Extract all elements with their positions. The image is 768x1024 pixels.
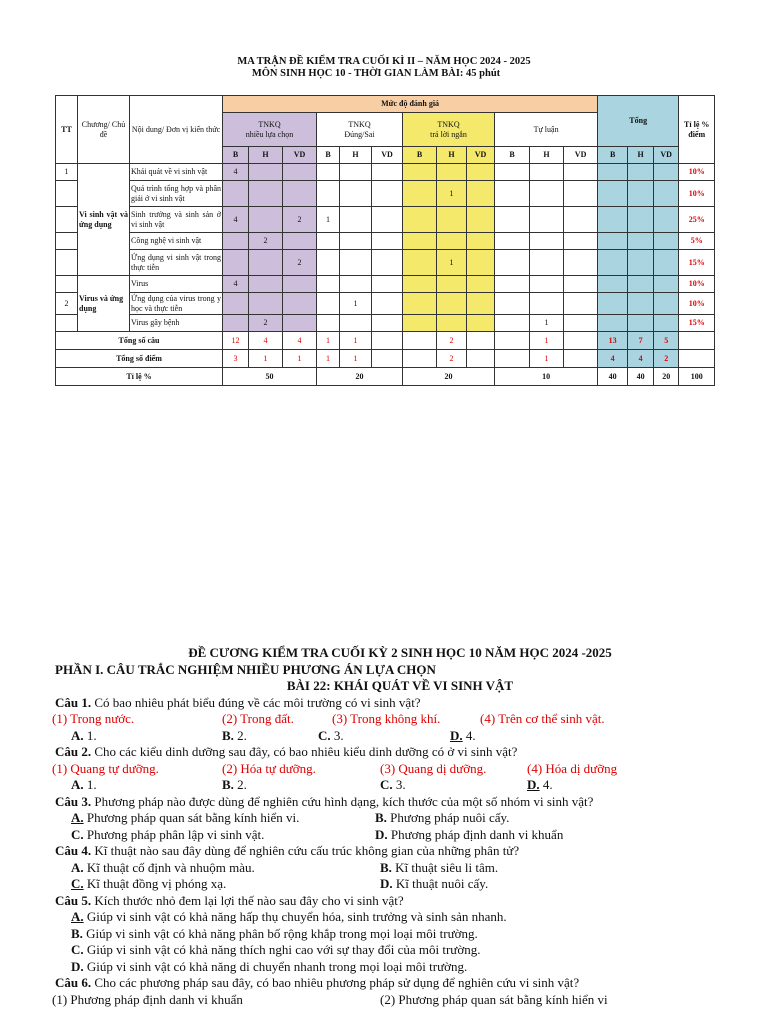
level-header-vd: VD — [564, 147, 598, 164]
q2-options: A. 1. B. 2. C. 3. D. 4. — [71, 777, 553, 792]
value-cell — [467, 164, 495, 181]
content-cell: Sinh trưởng và sinh sản ở vi sinh vật — [130, 207, 223, 233]
summary-cell: 1 — [249, 350, 283, 368]
value-cell — [530, 293, 564, 315]
value-cell — [372, 207, 403, 233]
content-cell: Ứng dụng của virus trong y học và thực tiễn — [131, 293, 221, 313]
table-row — [56, 315, 715, 332]
value-cell — [249, 164, 283, 181]
total-cell — [628, 293, 654, 315]
value-cell — [223, 250, 249, 276]
summary-cell — [564, 332, 598, 350]
value-cell — [437, 315, 467, 332]
total-cell — [628, 276, 654, 293]
level-header-h: H — [340, 147, 372, 164]
total-cell — [654, 315, 679, 332]
total-points-row — [56, 350, 715, 368]
total-cell — [654, 207, 679, 233]
value-cell — [340, 233, 372, 250]
header-mcq: TNKQ nhiều lựa chọn — [223, 113, 317, 147]
value-cell — [467, 207, 495, 233]
summary-cell: 1 — [317, 350, 340, 368]
value-cell — [403, 276, 437, 293]
value-cell — [317, 276, 340, 293]
content-cell: Ứng dụng vi sinh vật trong thực tiễn — [130, 250, 223, 276]
header-short-answer: TNKQ trả lời ngắn — [403, 113, 495, 147]
value-cell — [340, 315, 372, 332]
summary-cell — [495, 332, 530, 350]
content-cell: Quá trình tổng hợp và phân giải ở vi sinh vật — [130, 181, 223, 207]
q1-options: A. 1. B. 2. C. 3. D. 4. — [71, 727, 476, 743]
value-cell — [317, 293, 340, 315]
summary-total-cell: 4 — [598, 350, 628, 368]
value-cell — [317, 164, 340, 181]
value-cell — [283, 233, 317, 250]
value-cell — [283, 181, 317, 207]
value-cell — [467, 293, 495, 315]
total-cell — [598, 181, 628, 207]
level-header-vd: VD — [654, 147, 679, 164]
header-level: Mức độ đánh giá — [223, 96, 598, 113]
header-tt: TT — [56, 96, 78, 164]
ratio-total-cell: 40 — [628, 368, 654, 386]
summary-cell: 1 — [340, 332, 372, 350]
value-cell: 1 — [437, 250, 467, 276]
level-header-b: B — [495, 147, 530, 164]
summary-cell — [467, 350, 495, 368]
question-1: Câu 1. Có bao nhiêu phát biểu đúng về các môi trường có vi sinh vật? — [55, 694, 421, 710]
table-row — [56, 181, 715, 207]
value-cell — [403, 181, 437, 207]
value-cell — [564, 164, 598, 181]
value-cell — [317, 233, 340, 250]
value-cell — [564, 207, 598, 233]
value-cell — [564, 276, 598, 293]
content-cell: Virus gây bệnh — [130, 315, 223, 332]
value-cell: 2 — [283, 207, 317, 233]
total-cell — [598, 293, 628, 315]
value-cell — [530, 276, 564, 293]
value-cell — [249, 250, 283, 276]
table-row — [56, 207, 715, 233]
total-cell — [628, 250, 654, 276]
total-questions-row — [56, 332, 715, 350]
value-cell — [249, 207, 283, 233]
row-tt — [56, 250, 78, 276]
value-cell — [564, 315, 598, 332]
level-header-b: B — [598, 147, 628, 164]
total-cell — [654, 250, 679, 276]
value-cell — [403, 315, 437, 332]
table-row — [56, 233, 715, 250]
percent-cell: 5% — [679, 233, 715, 250]
content-cell: Công nghệ vi sinh vật — [130, 233, 223, 250]
q3-options-ab: A. Phương pháp quan sát bằng kính hiển vi. B. Phương pháp nuôi cấy. — [71, 810, 510, 825]
table-row — [56, 293, 715, 315]
value-cell — [223, 315, 249, 332]
value-cell — [317, 250, 340, 276]
total-cell — [654, 293, 679, 315]
summary-cell: 1 — [530, 350, 564, 368]
summary-cell: 4 — [249, 332, 283, 350]
ratio-cell: 50 — [223, 368, 317, 386]
level-header-b: B — [403, 147, 437, 164]
value-cell — [564, 250, 598, 276]
value-cell — [372, 250, 403, 276]
value-cell — [283, 164, 317, 181]
total-cell — [628, 233, 654, 250]
value-cell: 4 — [223, 207, 249, 233]
question-2: Câu 2. Cho các kiểu dinh dưỡng sau đây, có bao nhiêu kiểu dinh dưỡng có ở vi sinh vật? — [55, 744, 518, 759]
value-cell — [530, 181, 564, 207]
value-cell — [403, 207, 437, 233]
value-cell — [530, 250, 564, 276]
level-header-vd: VD — [283, 147, 317, 164]
q2-statements: (1) Quang tự dưỡng. (2) Hóa tự dưỡng. (3) Quang dị dưỡng. (4) Hóa dị dưỡng — [52, 760, 618, 776]
percent-cell: 25% — [679, 207, 715, 233]
value-cell — [467, 181, 495, 207]
q5-option-c: C. Giúp vi sinh vật có khả năng thích nghi cao với sự thay đổi của môi trường. — [71, 942, 481, 957]
value-cell — [372, 315, 403, 332]
total-cell — [598, 233, 628, 250]
value-cell — [530, 164, 564, 181]
percent-cell: 15% — [679, 250, 715, 276]
question-6: Câu 6. Cho các phương pháp sau đây, có bao nhiêu phương pháp sử dụng để nghiên cứu vi sinh vật? — [55, 975, 580, 990]
summary-total-cell: 5 — [654, 332, 679, 350]
value-cell — [372, 293, 403, 315]
content-cell: Virus — [130, 276, 223, 293]
question-3: Câu 3. Phương pháp nào được dùng để nghiên cứu hình dạng, kích thước của một số nhóm vi sinh vật? — [55, 793, 594, 809]
level-header-h: H — [530, 147, 564, 164]
q1-statements: (1) Trong nước. (2) Trong đất. (3) Trong không khí. (4) Trên cơ thể sinh vật. — [52, 711, 605, 726]
value-cell — [495, 207, 530, 233]
total-cell — [598, 250, 628, 276]
value-cell — [437, 164, 467, 181]
header-ratio: Tỉ lệ % điểm — [679, 96, 715, 164]
ratio-total-cell: 20 — [654, 368, 679, 386]
summary-cell: 1 — [340, 350, 372, 368]
value-cell — [340, 276, 372, 293]
row-tt — [56, 276, 78, 293]
q5-option-a: A. Giúp vi sinh vật có khả năng hấp thụ chuyển hóa, sinh trưởng và sinh sản nhanh. — [71, 909, 507, 924]
value-cell — [437, 276, 467, 293]
value-cell — [372, 181, 403, 207]
value-cell — [530, 233, 564, 250]
value-cell — [317, 315, 340, 332]
question-4: Câu 4. Kĩ thuật nào sau đây dùng để nghiên cứu cấu trúc không gian của những phân tử? — [55, 843, 520, 858]
ratio-cell: 20 — [317, 368, 403, 386]
value-cell — [437, 233, 467, 250]
ratio-total-cell: 40 — [598, 368, 628, 386]
table-row — [56, 164, 715, 181]
header-truefalse: TNKQ Đúng/Sai — [317, 113, 403, 147]
q5-option-d: D. Giúp vi sinh vật có khả năng di chuyển nhanh trong mọi loại môi trường. — [71, 958, 468, 974]
total-cell — [654, 181, 679, 207]
value-cell — [283, 276, 317, 293]
assessment-matrix-table — [55, 95, 715, 386]
value-cell: 2 — [249, 233, 283, 250]
value-cell — [495, 276, 530, 293]
value-cell — [495, 164, 530, 181]
total-cell — [628, 164, 654, 181]
value-cell — [283, 293, 317, 315]
value-cell — [495, 293, 530, 315]
percent-cell: 10% — [679, 164, 715, 181]
value-cell — [403, 293, 437, 315]
review-outline — [52, 645, 745, 1008]
summary-total-cell: 4 — [628, 350, 654, 368]
table-row — [56, 276, 715, 293]
ratio-total-cell: 100 — [679, 368, 715, 386]
summary-total-cell: 2 — [654, 350, 679, 368]
summary-total-cell: 7 — [628, 332, 654, 350]
q4-options-cd: C. Kĩ thuật đồng vị phóng xạ. D. Kĩ thuật nuôi cấy. — [71, 876, 489, 891]
lesson-heading: BÀI 22: KHÁI QUÁT VỀ VI SINH VẬT — [286, 678, 514, 693]
value-cell — [249, 293, 283, 315]
summary-cell: 2 — [437, 350, 467, 368]
total-cell — [628, 181, 654, 207]
total-cell — [654, 233, 679, 250]
row-tt — [56, 181, 78, 207]
total-cell — [654, 164, 679, 181]
q4-options-ab: A. Kĩ thuật cố định và nhuộm màu. B. Kĩ thuật siêu li tâm. — [71, 859, 499, 875]
total-cell — [628, 207, 654, 233]
value-cell — [437, 293, 467, 315]
value-cell — [340, 164, 372, 181]
summary-cell: 4 — [283, 332, 317, 350]
value-cell — [223, 233, 249, 250]
q6-statements: (1) Phương pháp định danh vi khuẩn (2) Phương pháp quan sát bằng kính hiển vi — [52, 991, 608, 1007]
content-cell: Khái quát về vi sinh vật — [130, 164, 223, 181]
value-cell: 1 — [340, 293, 372, 315]
value-cell — [283, 315, 317, 332]
percent-cell: 10% — [679, 293, 715, 315]
outline-title: ĐỀ CƯƠNG KIỂM TRA CUỐI KỲ 2 SINH HỌC 10 NĂM HỌC 2024 -2025 — [188, 645, 612, 660]
table-row — [56, 250, 715, 276]
value-cell — [223, 293, 249, 315]
matrix-title-line1: MA TRẬN ĐỀ KIỂM TRA CUỐI KÌ II – NĂM HỌC 2024 - 2025 — [237, 56, 531, 67]
summary-cell: 2 — [437, 332, 467, 350]
summary-cell — [372, 332, 403, 350]
ratio-cell: 20 — [403, 368, 495, 386]
total-points-row-label: Tổng số điểm — [56, 350, 223, 368]
percent-cell: 10% — [679, 276, 715, 293]
chapter-cell-1: Vi sinh vật và ứng dụng — [78, 164, 130, 276]
level-header-h: H — [249, 147, 283, 164]
total-cell — [598, 315, 628, 332]
summary-cell — [564, 350, 598, 368]
level-header-h: H — [628, 147, 654, 164]
total-questions-row-label: Tổng số câu — [56, 332, 223, 350]
summary-cell: 1 — [530, 332, 564, 350]
value-cell — [340, 181, 372, 207]
ratio-cell: 10 — [495, 368, 598, 386]
value-cell — [340, 250, 372, 276]
total-cell — [654, 276, 679, 293]
summary-empty — [679, 350, 715, 368]
row-tt — [56, 233, 78, 250]
value-cell — [340, 207, 372, 233]
total-cell — [598, 164, 628, 181]
value-cell: 2 — [249, 315, 283, 332]
summary-cell — [467, 332, 495, 350]
value-cell — [564, 293, 598, 315]
summary-cell: 12 — [223, 332, 249, 350]
ratio-row — [56, 368, 715, 386]
row-tt — [56, 207, 78, 233]
header-essay: Tự luận — [495, 113, 598, 147]
level-header-h: H — [437, 147, 467, 164]
value-cell — [249, 181, 283, 207]
value-cell — [403, 164, 437, 181]
row-tt — [56, 315, 78, 332]
row-tt: 2 — [56, 293, 78, 315]
summary-cell: 3 — [223, 350, 249, 368]
value-cell — [317, 181, 340, 207]
value-cell: 4 — [223, 164, 249, 181]
value-cell — [467, 250, 495, 276]
value-cell — [372, 164, 403, 181]
value-cell: 4 — [223, 276, 249, 293]
percent-cell: 15% — [679, 315, 715, 332]
value-cell — [467, 276, 495, 293]
value-cell — [467, 315, 495, 332]
chapter-cell-2: Virus và ứng dụng — [78, 276, 130, 332]
summary-cell — [403, 350, 437, 368]
part1-heading: PHẦN I. CÂU TRẮC NGHIỆM NHIỀU PHƯƠNG ÁN LỰA CHỌN — [55, 661, 436, 677]
value-cell — [372, 233, 403, 250]
level-header-vd: VD — [467, 147, 495, 164]
summary-cell — [372, 350, 403, 368]
summary-total-cell: 13 — [598, 332, 628, 350]
header-content: Nội dung/ Đơn vị kiến thức — [130, 96, 223, 164]
value-cell — [495, 233, 530, 250]
summary-cell — [403, 332, 437, 350]
value-cell — [403, 233, 437, 250]
value-cell — [467, 233, 495, 250]
total-cell — [628, 315, 654, 332]
value-cell — [564, 233, 598, 250]
ratio-row-label: Tỉ lệ % — [56, 368, 223, 386]
value-cell — [530, 207, 564, 233]
matrix-title-line2: MÔN SINH HỌC 10 - THỜI GIAN LÀM BÀI: 45 phút — [251, 68, 501, 79]
value-cell — [437, 207, 467, 233]
summary-empty — [679, 332, 715, 350]
header-chapter: Chương/ Chủ đề — [78, 96, 130, 164]
header-total: Tổng — [598, 96, 679, 147]
level-header-b: B — [317, 147, 340, 164]
q5-option-b: B. Giúp vi sinh vật có khả năng phân bố rộng khắp trong mọi loại môi trường. — [71, 925, 478, 941]
value-cell — [495, 250, 530, 276]
q3-options-cd: C. Phương pháp phân lập vi sinh vật. D. Phương pháp định danh vi khuẩn — [71, 826, 564, 842]
total-cell — [598, 276, 628, 293]
value-cell: 1 — [437, 181, 467, 207]
value-cell: 1 — [530, 315, 564, 332]
summary-cell: 1 — [317, 332, 340, 350]
value-cell — [495, 315, 530, 332]
summary-cell: 1 — [283, 350, 317, 368]
value-cell — [495, 181, 530, 207]
percent-cell: 10% — [679, 181, 715, 207]
value-cell: 2 — [283, 250, 317, 276]
value-cell — [372, 276, 403, 293]
row-tt: 1 — [56, 164, 78, 181]
summary-cell — [495, 350, 530, 368]
value-cell — [564, 181, 598, 207]
level-header-vd: VD — [372, 147, 403, 164]
value-cell: 1 — [317, 207, 340, 233]
level-header-b: B — [223, 147, 249, 164]
total-cell — [598, 207, 628, 233]
question-5: Câu 5. Kích thước nhỏ đem lại lợi thế nào sau đây cho vi sinh vật? — [55, 892, 404, 908]
value-cell — [223, 181, 249, 207]
value-cell — [249, 276, 283, 293]
value-cell — [403, 250, 437, 276]
